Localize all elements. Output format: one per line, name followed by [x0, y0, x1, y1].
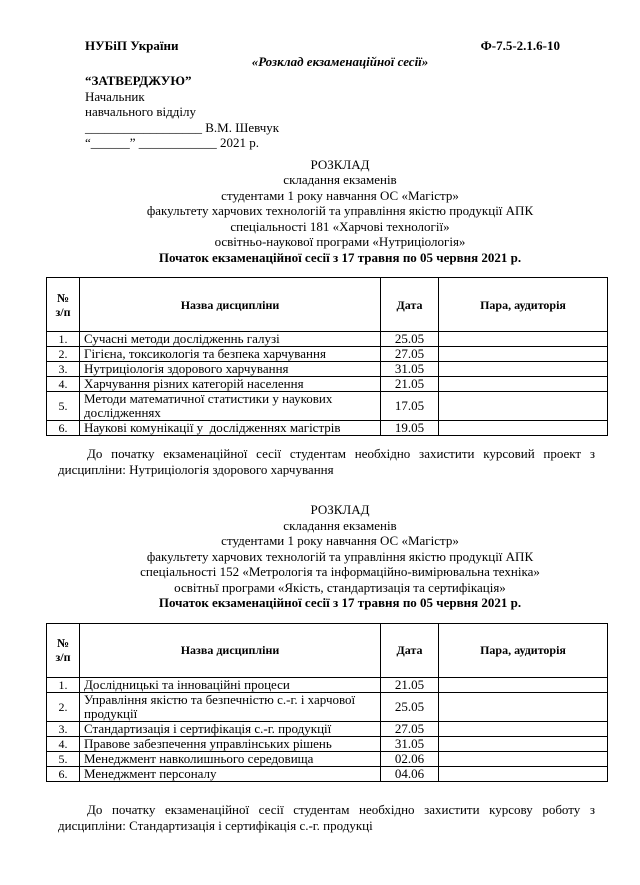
cell-num: 1. [47, 677, 80, 692]
schedule-1-heading [85, 157, 595, 266]
schedule-1-subtitle-1: складання екзаменів [283, 172, 397, 187]
cell-date: 25.05 [381, 692, 439, 721]
cell-date: 17.05 [381, 392, 439, 421]
cell-num: 3. [47, 362, 80, 377]
cell-date: 27.05 [381, 347, 439, 362]
cell-num: 3. [47, 721, 80, 736]
schedule-1-session-dates: Початок екзаменаційної сесії з 17 травня по 05 червня 2021 р. [158, 249, 522, 265]
schedule-2-subtitle-1: складання екзаменів [283, 517, 397, 533]
cell-date: 21.05 [381, 677, 439, 692]
table-1-col-num [47, 278, 80, 332]
schedule-1-subtitle-5: освітньо-наукової програми «Нутриціологія» [214, 234, 466, 249]
cell-subject: Нутриціологія здорового харчування [80, 362, 381, 377]
col-num-line1: № [56, 290, 70, 305]
signature-line: __________________ В.М. Шевчук [85, 119, 280, 135]
cell-date: 21.05 [381, 377, 439, 392]
schedule-1-subtitle-3: факультету харчових технологій та управління якістю продукції АПК [146, 203, 534, 218]
approver-position-line-2: навчального відділу [85, 104, 197, 119]
cell-subject: Сучасні методи дослідженнь галузі [80, 332, 381, 347]
cell-date: 25.05 [381, 332, 439, 347]
schedule-2-subtitle-5: освітньї програми «Якість, стандартизація та сертифікація» [174, 579, 506, 595]
cell-num: 6. [47, 421, 80, 436]
cell-date: 04.06 [381, 766, 439, 781]
cell-subject: Менеджмент навколишнього середовища [80, 751, 381, 766]
cell-subject: Правове забезпечення управлінських рішень [80, 736, 381, 751]
cell-room [439, 751, 608, 766]
cell-date: 02.06 [381, 751, 439, 766]
table-row [47, 392, 608, 421]
schedule-2-session-dates: Початок екзаменаційної сесії з 17 травня по 05 червня 2021 р. [158, 595, 522, 610]
table-row [47, 677, 608, 692]
org-name: НУБіП України [85, 38, 179, 53]
schedule-2-heading [85, 502, 595, 611]
table-row [47, 766, 608, 781]
table-row [47, 362, 608, 377]
table-row [47, 721, 608, 736]
cell-room [439, 721, 608, 736]
cell-subject: Менеджмент персоналу [80, 766, 381, 781]
cell-num: 6. [47, 766, 80, 781]
table-2-col-room: Пара, аудиторія [439, 623, 608, 677]
approval-date-line: “______” ____________ 2021 р. [85, 135, 260, 150]
schedule-2-subtitle-3: факультету харчових технологій та управління якістю продукції АПК [146, 548, 534, 564]
document-title: «Розклад екзаменаційної сесії» [251, 53, 429, 69]
cell-num: 5. [47, 751, 80, 766]
cell-subject: Управління якістю та безпечністю с.-г. і харчової продукції [80, 692, 381, 721]
col-num-line2: з/п [55, 304, 71, 319]
cell-room [439, 377, 608, 392]
cell-room [439, 362, 608, 377]
table-1-col-subject: Назва дисципліни [80, 278, 381, 332]
cell-num: 5. [47, 392, 80, 421]
form-code: Ф-7.5-2.1.6-10 [480, 38, 560, 53]
cell-subject: Методи математичної статистики у наукових дослідженнях [80, 392, 381, 421]
cell-date: 27.05 [381, 721, 439, 736]
col-num-line2: з/п [55, 650, 71, 664]
exam-table-1 [46, 277, 608, 436]
cell-subject: Стандартизація і сертифікація с.-г. продукції [80, 721, 381, 736]
table-row [47, 751, 608, 766]
cell-subject: Дослідницькі та інноваційні процеси [80, 677, 381, 692]
schedule-2-title: РОЗКЛАД [310, 502, 370, 517]
schedule-1-subtitle-2: студентами 1 року навчання ОС «Магістр» [221, 187, 459, 203]
table-1-col-date: Дата [381, 278, 439, 332]
approval-block [85, 73, 640, 151]
table-row [47, 736, 608, 751]
cell-subject: Харчування різних категорій населення [80, 377, 381, 392]
cell-date: 31.05 [381, 736, 439, 751]
cell-room [439, 677, 608, 692]
table-2-col-date: Дата [381, 623, 439, 677]
cell-date: 31.05 [381, 362, 439, 377]
cell-num: 4. [47, 377, 80, 392]
schedule-1-note: До початку екзаменаційної сесії студентам необхідно захистити курсовий проект з дисципліни: Нутриціологія здорового харчування [58, 446, 595, 477]
table-1-header-row [47, 278, 608, 332]
cell-room [439, 692, 608, 721]
cell-num: 4. [47, 736, 80, 751]
table-row [47, 377, 608, 392]
cell-num: 2. [47, 347, 80, 362]
cell-subject: Гігієна, токсикологія та безпека харчування [80, 347, 381, 362]
cell-room [439, 766, 608, 781]
cell-num: 2. [47, 692, 80, 721]
table-2-col-num [47, 623, 80, 677]
cell-room [439, 332, 608, 347]
exam-table-2 [46, 623, 608, 782]
table-row [47, 332, 608, 347]
table-2-header-row [47, 623, 608, 677]
table-row [47, 347, 608, 362]
table-1-col-room: Пара, аудиторія [439, 278, 608, 332]
document-header [85, 38, 560, 54]
cell-subject: Наукові комунікації у дослідженнях магістрів [80, 421, 381, 436]
cell-room [439, 736, 608, 751]
cell-room [439, 392, 608, 421]
schedule-2-note: До початку екзаменаційної сесії студентам необхідно захистити курсову роботу з дисципліни: Стандартизація і сертифікація с.-г. продукці [58, 801, 595, 833]
schedule-1-subtitle-4: спеціальності 181 «Харчові технології» [230, 218, 450, 234]
schedule-2-subtitle-4: спеціальності 152 «Метрологія та інформаційно-вимірювальна техніка» [140, 564, 540, 579]
schedule-1-title: РОЗКЛАД [310, 156, 370, 172]
cell-date: 19.05 [381, 421, 439, 436]
schedule-2-subtitle-2: студентами 1 року навчання ОС «Магістр» [221, 533, 459, 548]
table-row [47, 421, 608, 436]
cell-room [439, 347, 608, 362]
approval-label: “ЗАТВЕРДЖУЮ” [85, 73, 192, 88]
cell-num: 1. [47, 332, 80, 347]
cell-room [439, 421, 608, 436]
approver-position-line-1: Начальник [85, 88, 145, 104]
table-row [47, 692, 608, 721]
col-num-line1: № [56, 636, 70, 650]
table-2-col-subject: Назва дисципліни [80, 623, 381, 677]
